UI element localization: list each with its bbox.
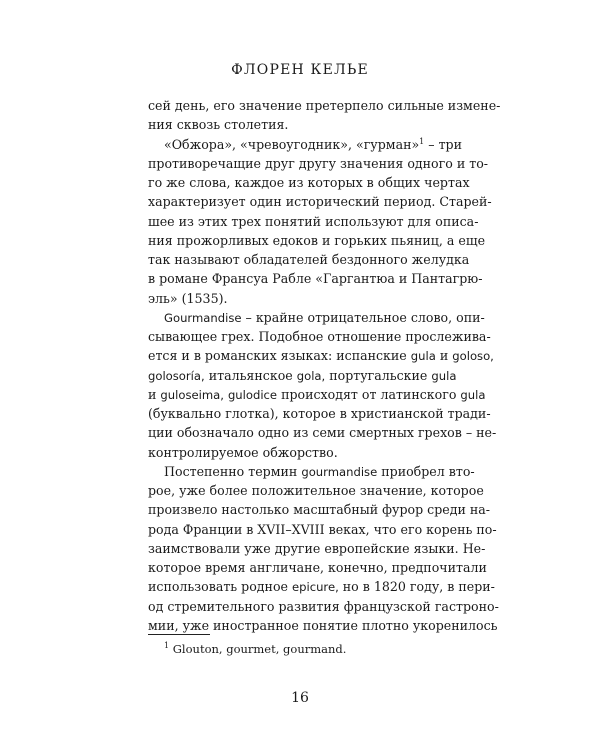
body-text [148, 96, 501, 635]
text-line: шее из этих трех понятий используют для описа- [148, 213, 479, 229]
text-line: использовать родное epicure, но в 1820 году, в пери- [148, 579, 495, 595]
text-line: контролируемое обжорство. [148, 444, 338, 460]
footnote-separator [148, 634, 210, 635]
text-line: и guloseima, gulodice происходят от латинского gula [148, 386, 486, 402]
text-line: «Обжора», «чревоугодник», «гурман»$^1$ – три [164, 136, 463, 152]
footnote-marker: 1 [419, 136, 425, 146]
text-line: рое, уже более положительное значение, которое [148, 483, 484, 498]
text-line: (буквально глотка), которое в христианской тради- [148, 406, 491, 421]
text-line: golosoría, итальянское gola, португальские gula [148, 367, 457, 383]
text-line: Постепенно термин gourmandise приобрел вто- [164, 463, 475, 479]
text-line: рода Франции в XVII–XVIII веках, что его корень по- [148, 521, 497, 537]
footnote-number: 1 [164, 641, 170, 651]
text-line: характеризует один исторический период. Старей- [148, 194, 492, 210]
text-line: го же слова, каждое из которых в общих чертах [148, 175, 470, 190]
text-line: эль» (1535). [148, 290, 228, 306]
text-line: ния сквозь столетия. [148, 117, 289, 133]
running-header: ФЛОРЕН КЕЛЬЕ [231, 62, 369, 78]
footnote [164, 642, 346, 656]
text-line: заимствовали уже другие европейские языки. Не- [148, 540, 486, 556]
text-line: Gourmandise – крайне отрицательное слово, опи- [164, 309, 485, 325]
text-line: ции обозначало одно из семи смертных грехов – не- [148, 425, 497, 441]
text-line: которое время англичане, конечно, предпочитали [148, 560, 487, 575]
text-line: ется и в романских языках: испанские gula и goloso, [148, 348, 494, 364]
text-line: произвело настолько масштабный фурор среди на- [148, 502, 491, 518]
text-line: сывающее грех. Подобное отношение прослежива- [148, 329, 491, 344]
page-number: 16 [291, 690, 309, 706]
text-line: мии, уже иностранное понятие плотно укоренилось [148, 617, 498, 633]
footnote-text: Glouton, gourmet, gourmand. [172, 642, 347, 656]
text-line: в романе Франсуа Рабле «Гаргантюа и Пантагрю- [148, 271, 483, 287]
text-line: противоречащие друг другу значения одного и то- [148, 155, 489, 171]
text-line: од стремительного развития французской гастроно- [148, 598, 499, 614]
text-line: так называют обладателей бездонного желудка [148, 252, 470, 267]
text-line: сей день, его значение претерпело сильные измене- [148, 98, 501, 113]
text-line: ния прожорливых едоков и горьких пьяниц, а еще [148, 232, 486, 248]
